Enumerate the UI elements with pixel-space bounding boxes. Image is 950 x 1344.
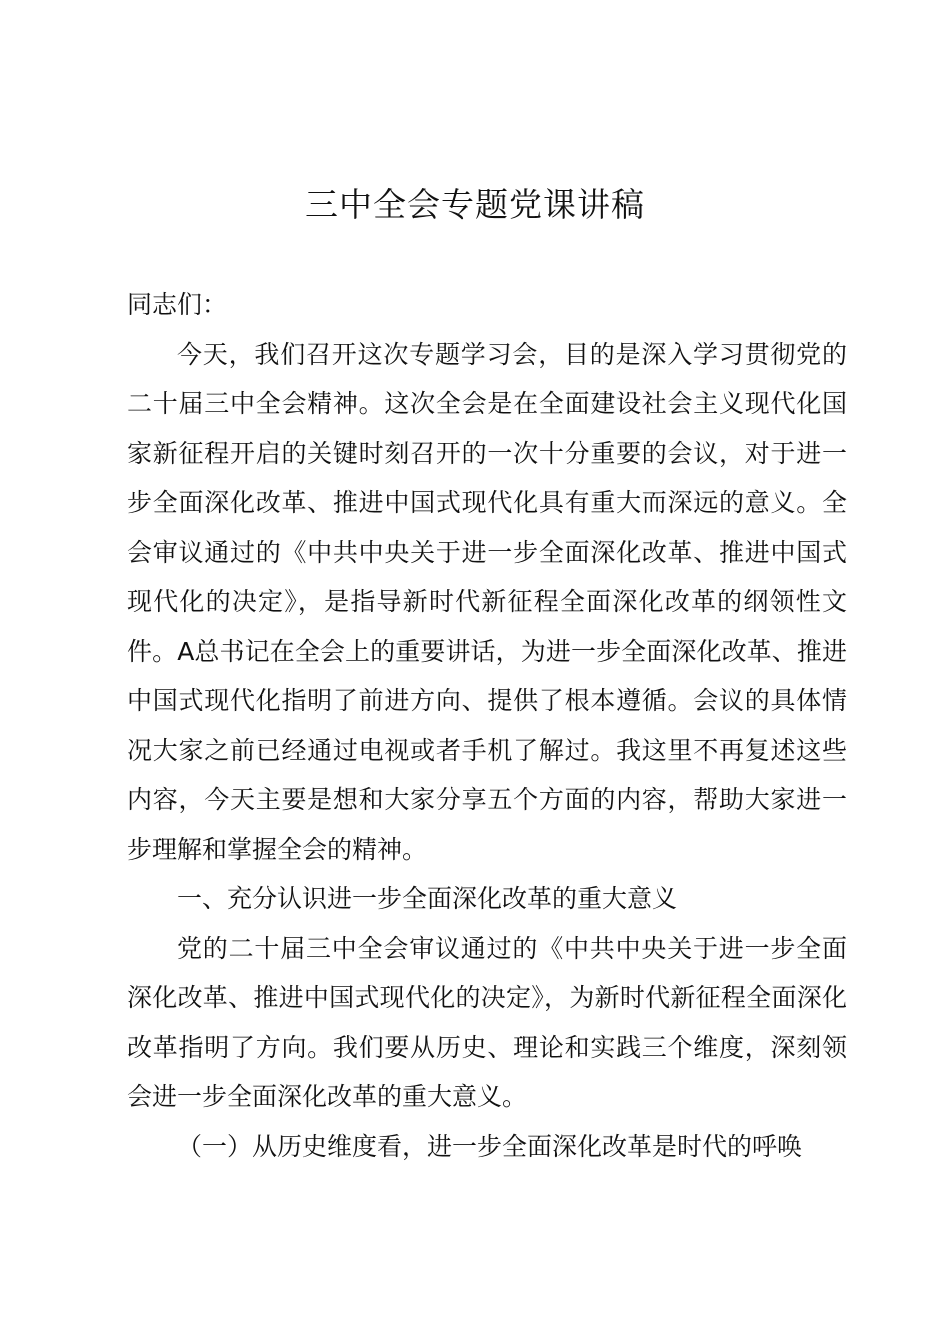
salutation: 同志们： — [127, 290, 228, 319]
paragraph-intro: 今天，我们召开这次专题学习会，目的是深入学习贯彻党的二十届三中全会精神。这次全会是在全面建设社会主义现代化国家新征程开启的关键时刻召开的一次十分重要的会议，对于进一步全面深化改革、推进中国式现代化具有重大而深远的意义。全会审议通过的《中共中央关于进一步全面深化改革、推进中国式现代化的决定》，是指导新时代新征程全面深化改革的纲领性文件。A总书记在全会上的重要讲话，为进一步全面深化改革、推进中国式现代化指明了前进方向、提供了根本遵循。会议的具体情况大家之前已经通过电视或者手机了解过。我这里不再复述这些内容，今天主要是想和大家分享五个方面的内容，帮助大家进一步理解和掌握全会的精神。 — [127, 339, 847, 864]
document-body — [127, 280, 847, 1171]
document-title: 三中全会专题党课讲稿 — [305, 185, 645, 224]
subsection-heading-1: （一）从历史维度看，进一步全面深化改革是时代的呼唤 — [177, 1131, 803, 1161]
section-heading-1: 一、充分认识进一步全面深化改革的重大意义 — [177, 884, 678, 913]
paragraph-section-1: 党的二十届三中全会审议通过的《中共中央关于进一步全面深化改革、推进中国式现代化的决定》，为新时代新征程全面深化改革指明了方向。我们要从历史、理论和实践三个维度，深刻领会进一步全面深化改革的重大意义。 — [127, 933, 847, 1111]
